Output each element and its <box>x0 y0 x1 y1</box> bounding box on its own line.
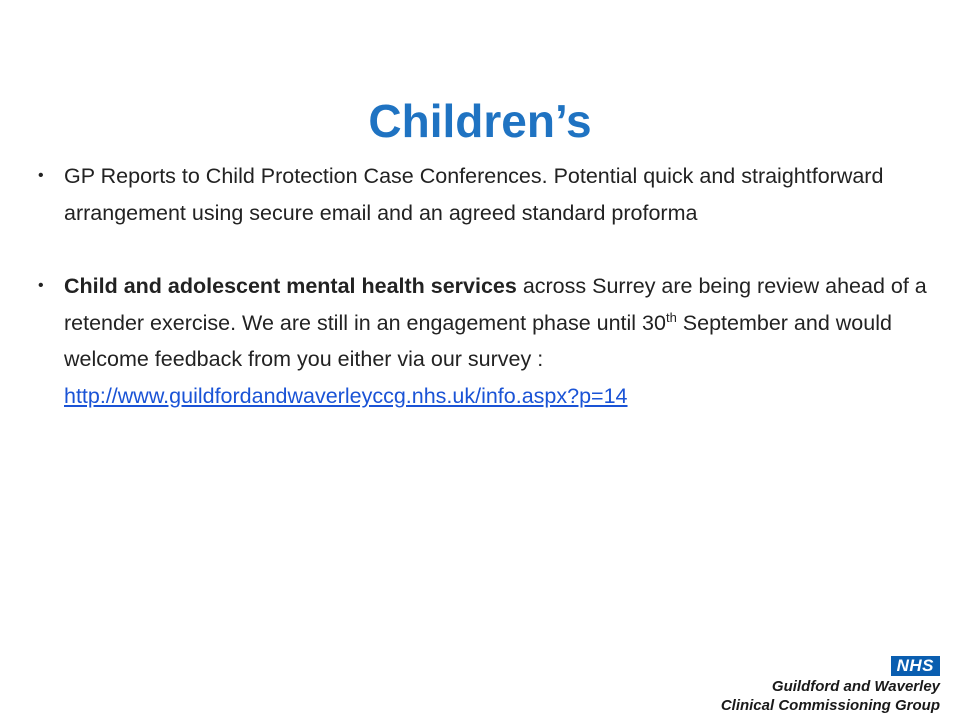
bullet-list <box>38 158 928 414</box>
bullet-bold-lead: Child and adolescent mental health services <box>64 274 517 298</box>
bullet-dot-icon: • <box>38 167 44 184</box>
bullet-text-part-b: September and would welcome feedback from you either via our survey : <box>64 310 892 371</box>
bullet-item-gp-reports <box>38 158 928 231</box>
slide-title: Children’s <box>368 94 592 147</box>
org-name-line-2: Clinical Commissioning Group <box>720 697 940 714</box>
bullet-dot-icon: • <box>38 277 44 294</box>
ccg-logo <box>680 656 940 716</box>
bullet-item-camhs <box>38 268 928 414</box>
bullet-text-part-a: across Surrey are being review ahead of a retender exercise. We are still in an engagement phase until 30 <box>64 274 927 335</box>
survey-link[interactable]: http://www.guildfordandwaverleyccg.nhs.uk/info.aspx?p=14 <box>64 383 628 408</box>
org-name-line-1: Guildford and Waverley <box>771 678 940 695</box>
nhs-badge: NHS <box>891 656 940 676</box>
bullet-text: GP Reports to Child Protection Case Conferences. Potential quick and straightforward arrangement using secure email and an agreed standard proforma <box>64 164 884 225</box>
ordinal-suffix: th <box>665 309 677 325</box>
